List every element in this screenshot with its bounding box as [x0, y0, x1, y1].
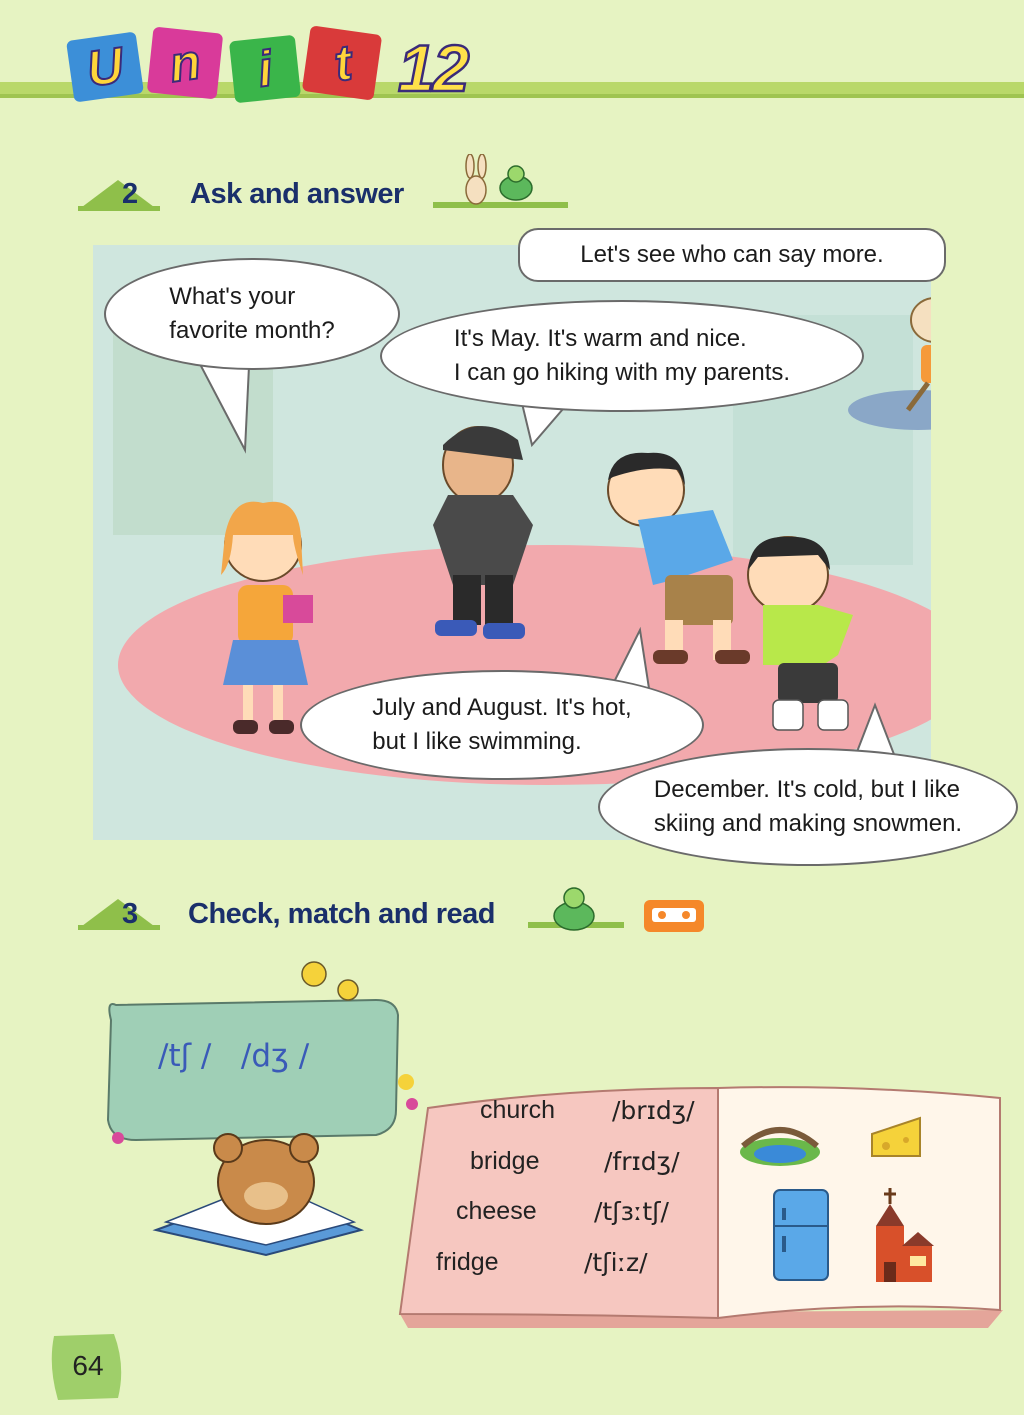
section3-number: 3: [122, 898, 139, 930]
section3-title: Check, match and read: [188, 898, 495, 930]
cheese-picture: [868, 1112, 924, 1162]
speech-bubble-may: [380, 300, 864, 412]
turtle-cassette-icon: [548, 882, 708, 934]
unit-letter-u: U: [83, 36, 127, 98]
church-picture: [866, 1186, 936, 1286]
word-fridge: fridge: [436, 1248, 499, 1276]
speech-bubble-july-august: [300, 670, 704, 780]
section2-number: 2: [122, 178, 139, 210]
unit-number: 12: [398, 31, 468, 105]
page-number: 64: [72, 1350, 104, 1381]
bubble-line: December. It's cold, but I like: [653, 776, 960, 803]
bridge-picture: [735, 1110, 825, 1170]
word-bridge: bridge: [470, 1147, 540, 1175]
bubble-line: I can go hiking with my parents.: [453, 359, 791, 386]
unit-letter-n: n: [165, 33, 205, 93]
phonetic-1: /brɪdʒ/: [612, 1096, 695, 1125]
sounds-board-text: /tʃ / /dʒ /: [158, 1038, 310, 1074]
bubble-line: What's your: [169, 283, 296, 310]
word-cheese: cheese: [456, 1197, 537, 1225]
section2-title: Ask and answer: [190, 178, 404, 210]
phonetic-2: /frɪdʒ/: [604, 1147, 680, 1176]
word-church: church: [480, 1096, 556, 1124]
bubble-line: favorite month?: [169, 317, 335, 344]
unit-letter-t: t: [330, 34, 356, 92]
phonetic-3: /tʃɜːtʃ/: [594, 1197, 669, 1226]
bubble-line: but I like swimming.: [372, 728, 582, 755]
fridge-picture: [770, 1186, 832, 1284]
phonetic-4: /tʃiːz/: [584, 1248, 648, 1277]
bubble-line: July and August. It's hot,: [372, 694, 632, 721]
bubble-line: skiing and making snowmen.: [653, 810, 963, 837]
bubble-line: It's May. It's warm and nice.: [453, 325, 747, 352]
unit-letter-i: i: [254, 40, 276, 98]
bubble-line: Let's see who can say more.: [580, 241, 884, 268]
speech-bubble-favorite-month: [104, 258, 400, 370]
speech-bubble-say-more: [518, 228, 946, 282]
speech-bubble-december: [598, 748, 1018, 866]
